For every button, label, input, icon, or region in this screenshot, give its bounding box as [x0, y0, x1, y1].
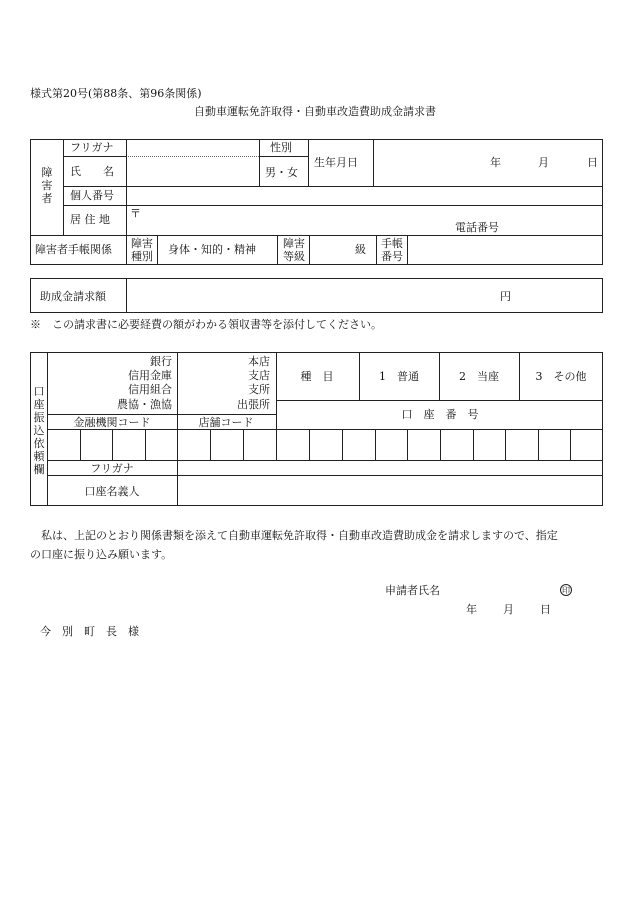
disability-type-label: 障害種別 — [131, 237, 153, 263]
address-label: 居 住 地 — [70, 213, 110, 226]
phone-label: 電話番号 — [455, 221, 499, 234]
seal-mark-icon: 印 — [562, 586, 570, 595]
account-type-current: 2 当座 — [459, 370, 499, 383]
amount-unit: 円 — [500, 290, 511, 303]
form-title: 自動車運転免許取得・自動車改造費助成金請求書 — [194, 105, 436, 118]
birth-month-label: 月 — [538, 156, 549, 169]
postal-mark: 〒 — [130, 207, 141, 220]
branch-type-branch: 支店 — [248, 369, 270, 382]
bank-code-label: 金融機関コード — [73, 416, 151, 429]
institution-type-bank: 銀行 — [150, 355, 172, 368]
gender-options: 男・女 — [265, 166, 298, 179]
account-type-label: 種 目 — [300, 370, 334, 383]
bank-section-label: 口座振込依頼欄 — [33, 385, 45, 476]
institution-type-kumiai: 信用組合 — [128, 383, 172, 396]
holder-furigana-label: フリガナ — [90, 462, 134, 475]
grade-unit: 級 — [355, 243, 366, 256]
gender-label: 性別 — [270, 141, 292, 154]
branch-type-main: 本店 — [248, 355, 270, 368]
birth-year-label: 年 — [490, 156, 501, 169]
institution-type-nokyo: 農協・漁協 — [117, 398, 172, 411]
applicant-section-label: 障害者 — [41, 166, 53, 205]
disability-grade-label: 障害等級 — [283, 237, 305, 263]
holder-label: 口座名義人 — [84, 485, 140, 498]
amount-label: 助成金請求額 — [40, 290, 106, 303]
furigana-label: フリガナ — [70, 141, 114, 154]
handbook-number-label: 手帳番号 — [381, 237, 403, 263]
institution-type-shinkin: 信用金庫 — [128, 369, 172, 382]
sign-day-label: 日 — [540, 603, 551, 616]
branch-type-office: 支所 — [248, 383, 270, 396]
account-number-label: 口 座 番 号 — [401, 408, 479, 421]
form-number: 様式第20号(第88条、第96条関係) — [30, 87, 202, 100]
declaration-line-2: の口座に振り込み願います。 — [30, 548, 173, 561]
declaration-line-1: 私は、上記のとおり関係書類を添えて自動車運転免許取得・自動車改造費助成金を請求しますので、指定 — [41, 529, 558, 542]
mynumber-label: 個人番号 — [70, 189, 114, 202]
branch-type-sub: 出張所 — [237, 398, 270, 411]
account-type-ordinary: 1 普通 — [379, 370, 419, 383]
birthdate-label: 生年月日 — [314, 156, 358, 169]
account-type-other: 3 その他 — [535, 370, 587, 383]
handbook-label: 障害者手帳関係 — [35, 243, 112, 256]
addressee: 今 別 町 長 様 — [40, 625, 139, 638]
amount-table — [30, 278, 603, 313]
receipt-note: ※ この請求書に必要経費の額がわかる領収書等を添付してください。 — [30, 318, 382, 331]
sign-month-label: 月 — [503, 603, 514, 616]
birth-day-label: 日 — [587, 156, 598, 169]
branch-code-label: 店舗コード — [198, 416, 254, 429]
applicant-name-label: 申請者氏名 — [385, 584, 440, 597]
name-label: 氏 名 — [70, 165, 114, 178]
sign-year-label: 年 — [466, 603, 477, 616]
disability-types: 身体・知的・精神 — [168, 243, 256, 256]
